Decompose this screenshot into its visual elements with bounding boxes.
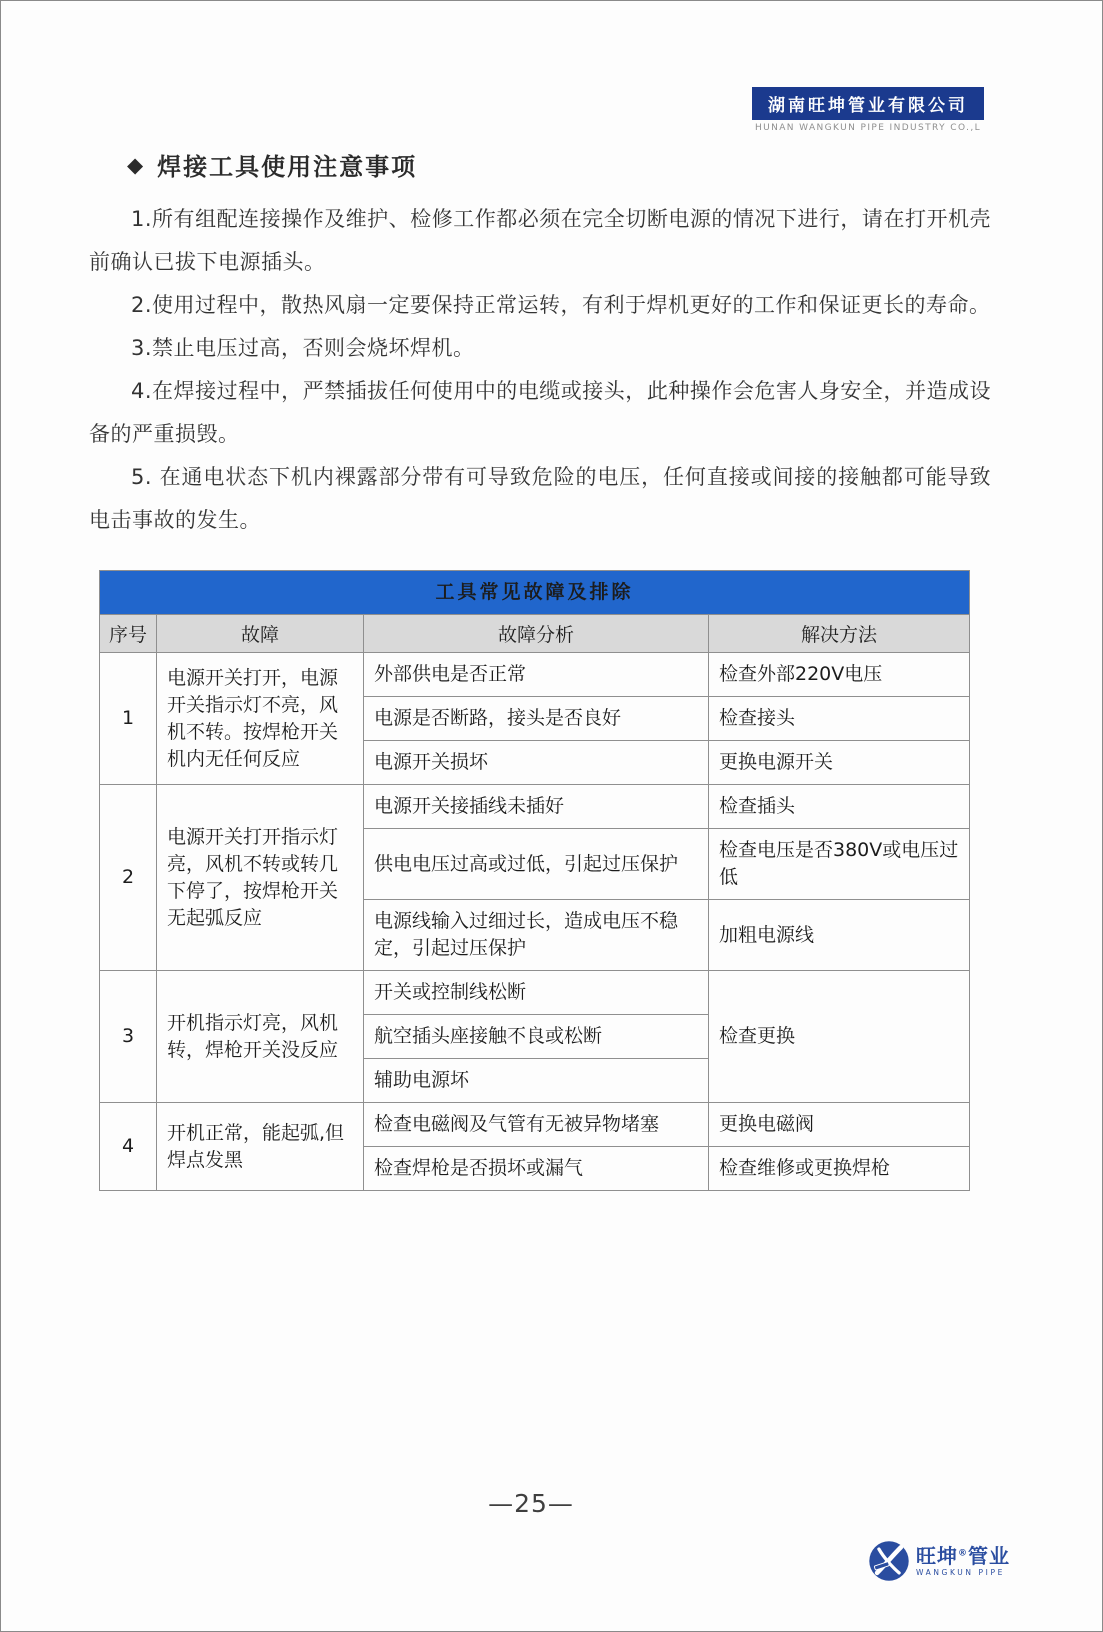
fault-table [99,570,970,1191]
section-title-text: 焊接工具使用注意事项 [157,153,418,181]
analysis-cell: 检查电磁阀及气管有无被异物堵塞 [364,1103,709,1147]
logo-name-cn: 旺坤®管业 [916,1543,1010,1568]
solution-cell: 更换电磁阀 [709,1103,970,1147]
solution-cell: 检查接头 [709,697,970,741]
diamond-bullet-icon: ◆ [127,152,146,177]
precaution-item-5: 5. 在通电状态下机内裸露部分带有可导致危险的电压，任何直接或间接的接触都可能导致电击事故的发生。 [89,465,991,532]
analysis-cell: 供电电压过高或过低，引起过压保护 [364,829,709,900]
logo-name-en: WANGKUN PIPE [916,1567,1005,1577]
row-number: 3 [100,971,157,1103]
company-badge [752,87,984,133]
fault-cell: 电源开关打开指示灯亮，风机不转或转几下停了，按焊枪开关无起弧反应 [157,785,364,971]
precaution-item-4: 4.在焊接过程中，严禁插拔任何使用中的电缆或接头，此种操作会危害人身安全，并造成设备的严重损毁。 [89,379,991,446]
solution-cell: 检查插头 [709,785,970,829]
solution-cell: 检查外部220V电压 [709,653,970,697]
fault-cell: 开机正常，能起弧,但焊点发黑 [157,1103,364,1191]
table-title-row [100,571,970,615]
row-number: 2 [100,785,157,971]
footer-logo [867,1539,1010,1583]
precaution-list [89,198,991,542]
company-name-cn: 湖南旺坤管业有限公司 [752,87,984,120]
fault-cell: 开机指示灯亮，风机转，焊枪开关没反应 [157,971,364,1103]
table-header-row [100,615,970,653]
section-title [127,147,991,182]
table-row [100,785,970,829]
solution-cell: 检查维修或更换焊枪 [709,1147,970,1191]
precaution-item-2: 2.使用过程中，散热风扇一定要保持正常运转，有利于焊机更好的工作和保证更长的寿命。 [131,293,991,317]
company-name-en: HUNAN WANGKUN PIPE INDUSTRY CO.,L [754,123,982,133]
col-header-fault: 故障 [157,615,364,653]
analysis-cell: 检查焊枪是否损坏或漏气 [364,1147,709,1191]
page-number: —25— [488,1489,574,1518]
row-number: 1 [100,653,157,785]
analysis-cell: 电源线输入过细过长，造成电压不稳定，引起过压保护 [364,900,709,971]
col-header-analysis: 故障分析 [364,615,709,653]
wangkun-logo-icon [867,1539,911,1583]
analysis-cell: 电源是否断路，接头是否良好 [364,697,709,741]
table-title: 工具常见故障及排除 [100,571,970,615]
table-row [100,971,970,1015]
fault-cell: 电源开关打开，电源开关指示灯不亮，风机不转。按焊枪开关机内无任何反应 [157,653,364,785]
solution-cell: 更换电源开关 [709,741,970,785]
solution-cell: 检查更换 [709,971,970,1103]
registered-mark-icon: ® [958,1548,968,1559]
solution-cell: 检查电压是否380V或电压过低 [709,829,970,900]
precaution-item-3: 3.禁止电压过高，否则会烧坏焊机。 [131,336,475,360]
analysis-cell: 航空插头座接触不良或松断 [364,1015,709,1059]
logo-text [916,1543,1010,1577]
precaution-item-1: 1.所有组配连接操作及维护、检修工作都必须在完全切断电源的情况下进行，请在打开机壳前确认已拔下电源插头。 [89,207,991,274]
solution-cell: 加粗电源线 [709,900,970,971]
table-row [100,1103,970,1147]
analysis-cell: 外部供电是否正常 [364,653,709,697]
main-content [89,147,991,1191]
row-number: 4 [100,1103,157,1191]
analysis-cell: 开关或控制线松断 [364,971,709,1015]
col-header-solution: 解决方法 [709,615,970,653]
table-row [100,653,970,697]
analysis-cell: 电源开关接插线未插好 [364,785,709,829]
analysis-cell: 辅助电源坏 [364,1059,709,1103]
analysis-cell: 电源开关损坏 [364,741,709,785]
col-header-no: 序号 [100,615,157,653]
